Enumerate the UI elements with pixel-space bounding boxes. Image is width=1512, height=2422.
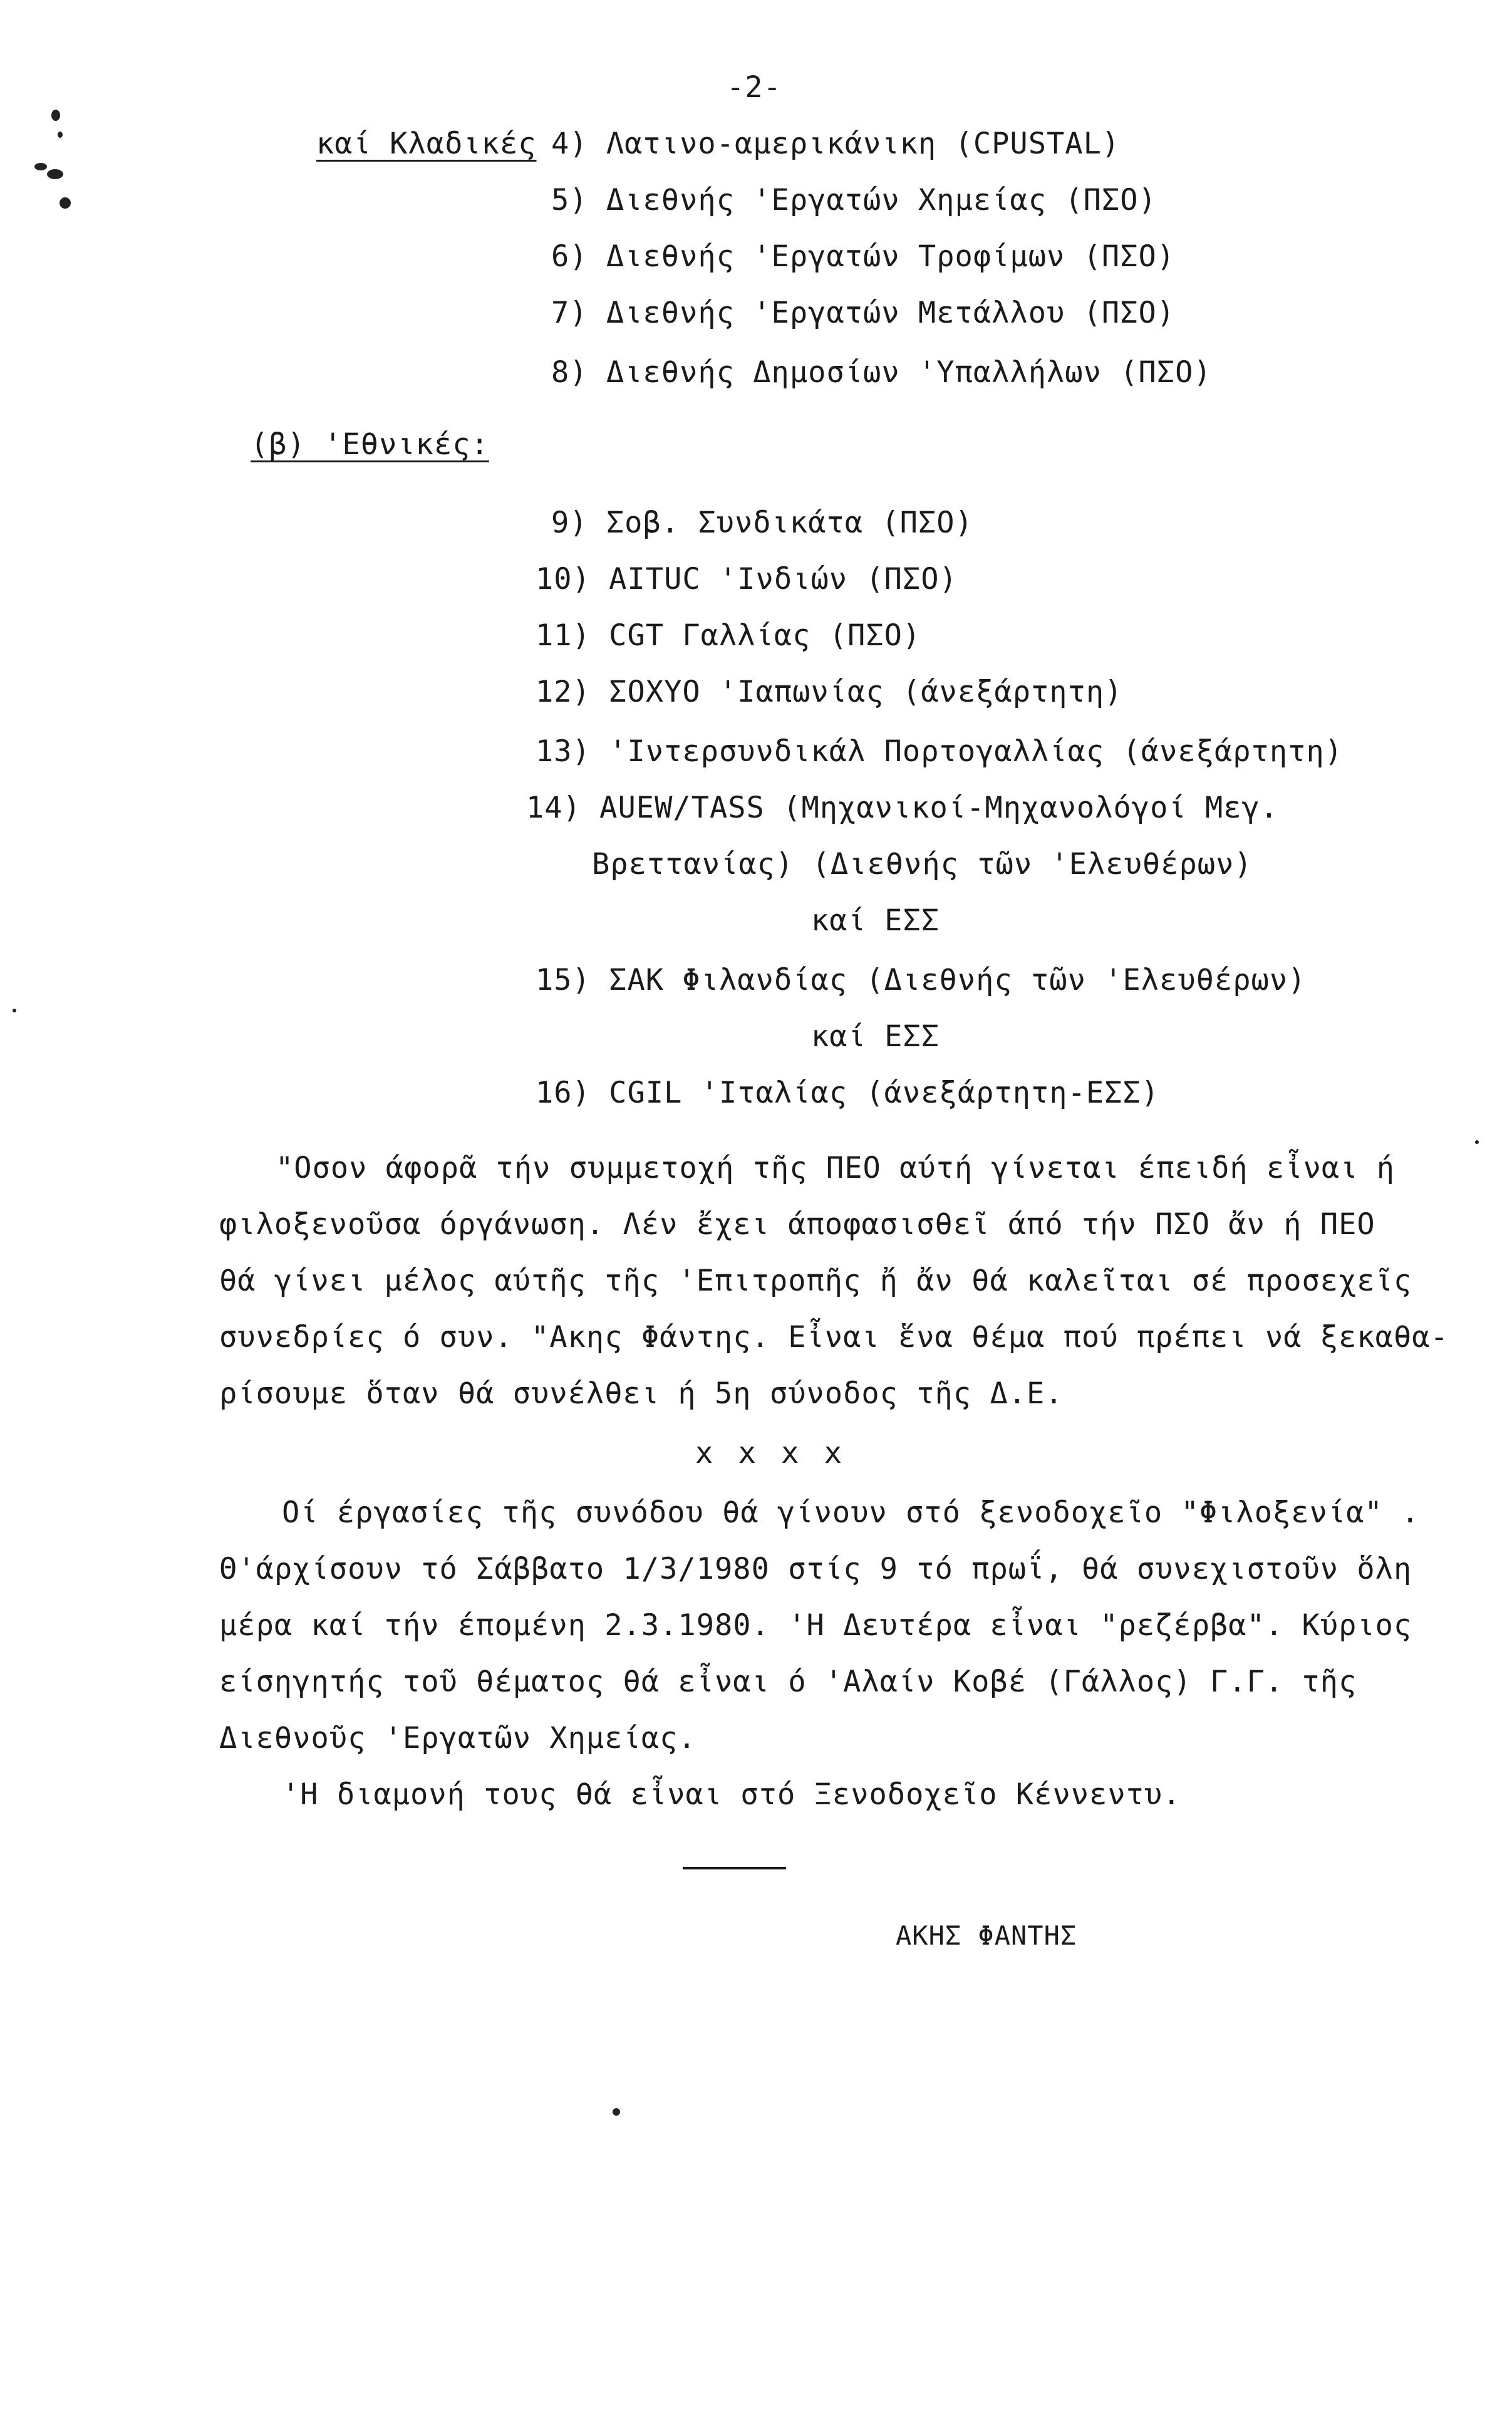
separator-marks: x x x x xyxy=(695,1436,846,1470)
section-a-item: 5) Διεθνής 'Εργατών Χημείας (ΠΣΟ) xyxy=(551,183,1157,217)
paragraph-2-line: Διεθνοῦς 'Εργατῶν Χημείας. xyxy=(219,1721,696,1755)
scan-mark xyxy=(13,1009,16,1012)
scan-mark xyxy=(47,169,63,179)
closing-rule xyxy=(683,1867,786,1869)
scan-mark xyxy=(51,110,60,121)
page-number: -2- xyxy=(727,70,782,105)
scan-mark xyxy=(1475,1140,1479,1144)
paragraph-2-line: μέρα καί τήν έπομένη 2.3.1980. 'Η Δευτέρα εἶναι "ρεζέρβα". Κύριος xyxy=(219,1608,1412,1643)
section-a-item: 8) Διεθνής Δημοσίων 'Υπαλλήλων (ΠΣΟ) xyxy=(551,355,1212,390)
section-a-item: 4) Λατινο-αμερικάνικη (CPUSTAL) xyxy=(551,127,1121,161)
section-a-item: 6) Διεθνής 'Εργατών Τροφίμων (ΠΣΟ) xyxy=(551,239,1176,274)
paragraph-1-line: συνεδρίες ό συν. "Ακης Φάντης. Εἶναι ἕνα θέμα πού πρέπει νά ξεκαθα- xyxy=(219,1320,1449,1354)
section-b-item: 16) CGIL 'Ιταλίας (άνεξάρτητη-ΕΣΣ) xyxy=(536,1076,1160,1110)
section-b-item-continuation: καί ΕΣΣ xyxy=(811,1019,940,1054)
section-b-label: (β) 'Εθνικές: xyxy=(251,427,489,462)
section-b-item-continuation: Βρεττανίας) (Διεθνής τῶν 'Ελευθέρων) xyxy=(592,847,1253,881)
paragraph-2-line: Θ'άρχίσουν τό Σάββατο 1/3/1980 στίς 9 τό πρωΐ, θά συνεχιστοῦν ὅλη xyxy=(219,1552,1412,1586)
section-b-item: 14) AUEW/TASS (Μηχανικοί-Μηχανολόγοί Μεγ. xyxy=(526,791,1279,825)
paragraph-3: 'Η διαμονή τους θά εἶναι στό Ξενοδοχεῖο Κέννεντυ. xyxy=(282,1777,1181,1812)
section-b-item: 12) ΣΟΧΥΟ 'Ιαπωνίας (άνεξάρτητη) xyxy=(536,675,1123,709)
signature: ΑΚΗΣ ΦΑΝΤΗΣ xyxy=(896,1920,1077,1951)
section-b-item: 15) ΣΑΚ Φιλανδίας (Διεθνής τῶν 'Ελευθέρων) xyxy=(536,963,1307,997)
section-a-item: 7) Διεθνής 'Εργατών Μετάλλου (ΠΣΟ) xyxy=(551,296,1176,330)
section-b-item-continuation: καί ΕΣΣ xyxy=(811,903,940,938)
paragraph-2-line: Οί έργασίες τῆς συνόδου θά γίνουν στό ξενοδοχεῖο "Φιλοξενία" . xyxy=(282,1495,1420,1530)
paragraph-2-line: είσηγητής τοῦ θέματος θά εἶναι ό 'Αλαίν Κοβέ (Γάλλος) Γ.Γ. τῆς xyxy=(219,1665,1357,1699)
section-a-label: καί Κλαδικές xyxy=(316,127,537,161)
paragraph-1-line: "Οσον άφορᾶ τήν συμμετοχή τῆς ΠΕΟ αύτή γίνεται έπειδή εἶναι ή xyxy=(276,1151,1395,1185)
paragraph-1-line: θά γίνει μέλος αύτῆς τῆς 'Επιτροπῆς ἤ ἄν θά καλεῖται σέ προσεχεῖς xyxy=(219,1264,1412,1298)
paragraph-1-line: φιλοξενοῦσα όργάνωση. Λέν ἔχει άποφασισθεῖ άπό τήν ΠΣΟ ἄν ή ΠΕΟ xyxy=(219,1207,1375,1242)
section-b-item: 10) AITUC 'Ινδιών (ΠΣΟ) xyxy=(536,562,958,596)
paragraph-1-line: ρίσουμε ὅταν θά συνέλθει ή 5η σύνοδος τῆς Δ.Ε. xyxy=(219,1376,1064,1411)
section-b-item: 13) 'Ιντερσυνδικάλ Πορτογαλλίας (άνεξάρτητη) xyxy=(536,734,1344,769)
scan-mark xyxy=(58,132,63,138)
scan-mark xyxy=(613,2108,620,2116)
scan-mark xyxy=(60,197,71,209)
scan-mark xyxy=(34,163,47,170)
section-b-item: 11) CGT Γαλλίας (ΠΣΟ) xyxy=(536,618,921,653)
section-b-item: 9) Σοβ. Συνδικάτα (ΠΣΟ) xyxy=(551,506,973,540)
